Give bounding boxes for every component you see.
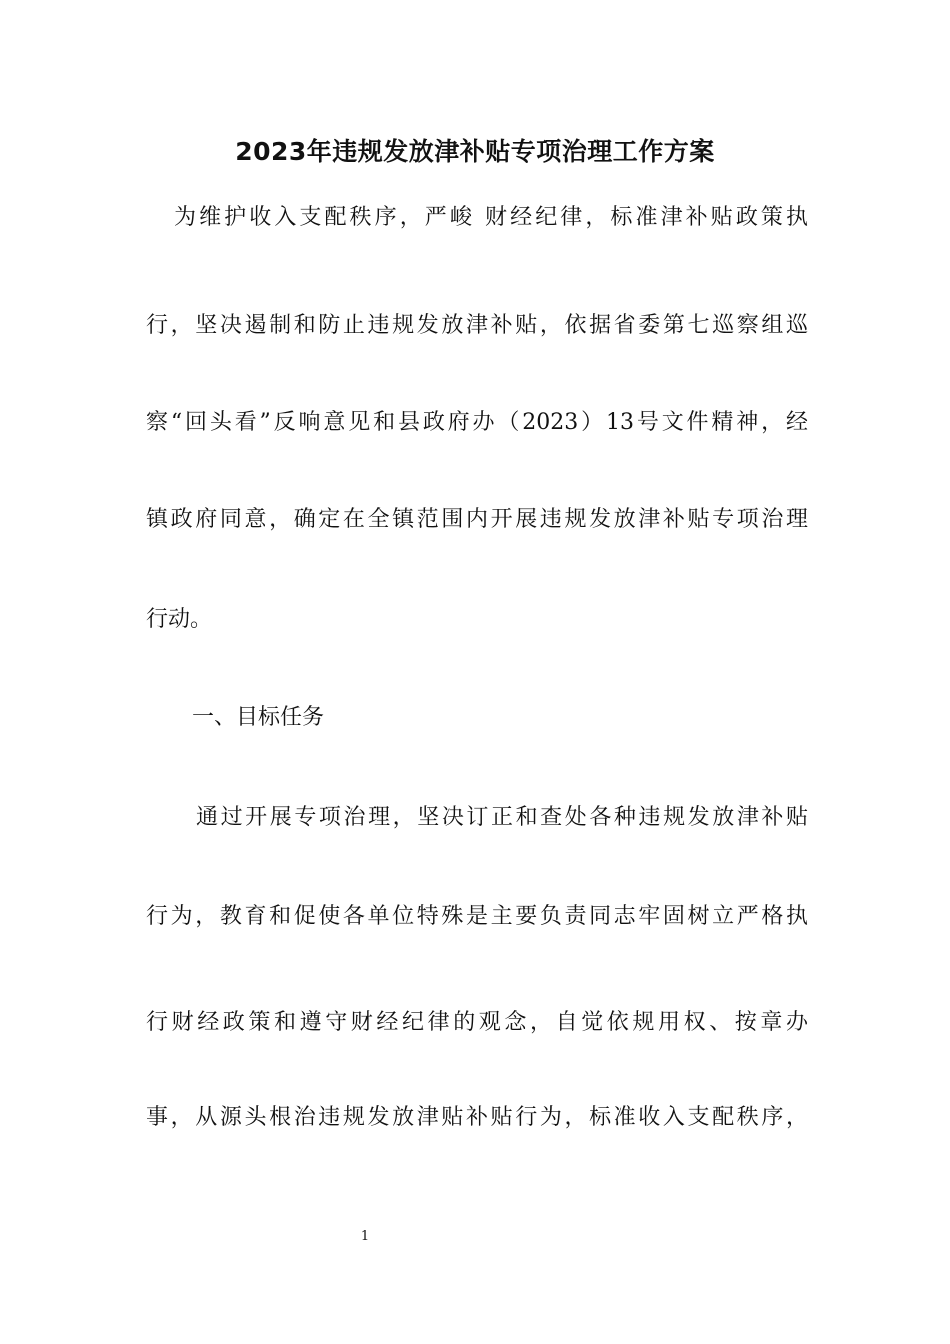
section-heading-targets: 一、目标任务 bbox=[192, 705, 325, 730]
page-number: 1 bbox=[360, 1229, 370, 1244]
body-line-8: 行财经政策和遵守财经纪律的观念，自觉依规用权、按章办 bbox=[146, 1010, 808, 1035]
body-line-6: 通过开展专项治理，坚决订正和查处各种违规发放津补贴 bbox=[196, 805, 808, 830]
body-line-7: 行为，教育和促使各单位特殊是主要负责同志牢固树立严格执 bbox=[146, 904, 808, 929]
body-line-5: 行动。 bbox=[146, 607, 213, 632]
body-line-1: 为维护收入支配秩序，严峻 财经纪律，标准津补贴政策执 bbox=[174, 205, 808, 230]
body-line-2: 行，坚决遏制和防止违规发放津补贴，依据省委第七巡察组巡 bbox=[146, 313, 808, 338]
body-line-9: 事，从源头根治违规发放津贴补贴行为，标准收入支配秩序， bbox=[146, 1105, 808, 1130]
body-line-4: 镇政府同意，确定在全镇范围内开展违规发放津补贴专项治理 bbox=[146, 507, 808, 532]
body-line-3: 察“回头看”反响意见和县政府办（2023）13号文件精神，经 bbox=[146, 410, 808, 435]
document-title: 2023年违规发放津补贴专项治理工作方案 bbox=[235, 137, 715, 166]
